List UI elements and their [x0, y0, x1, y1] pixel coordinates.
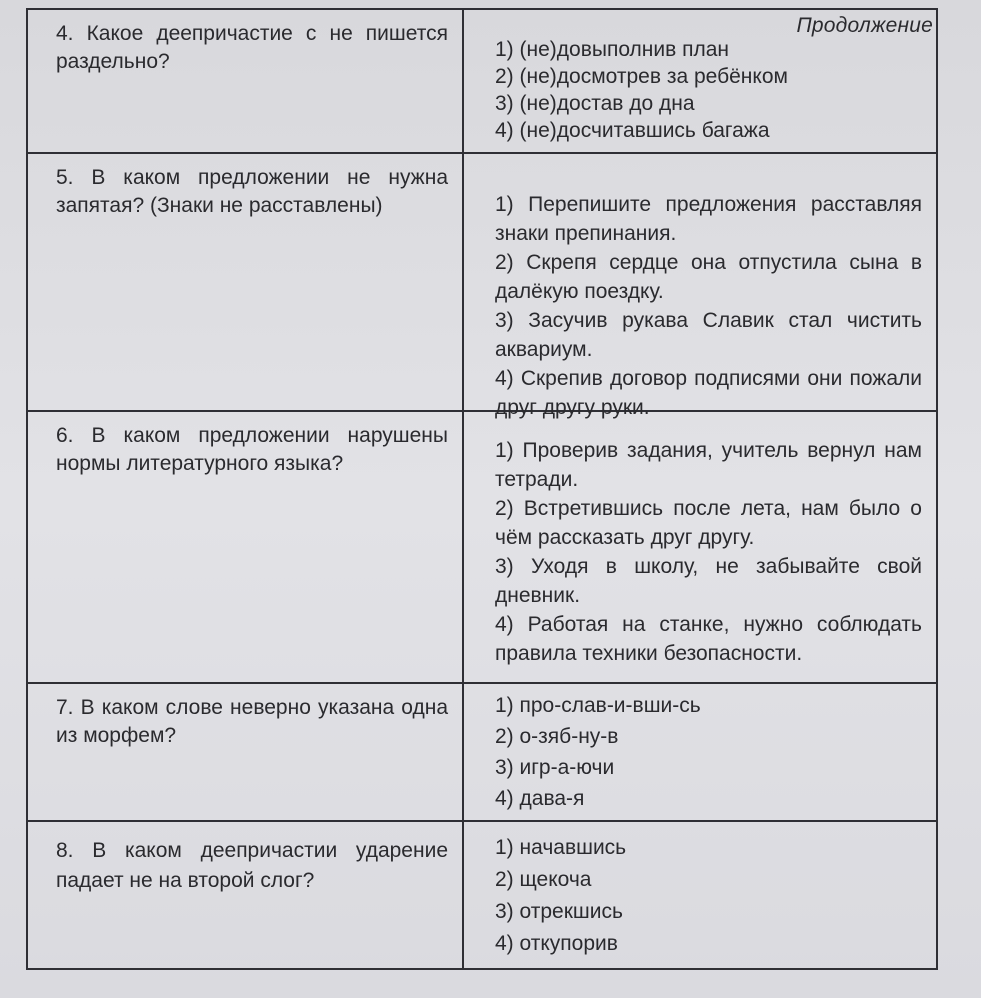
table-row-q4 — [28, 10, 936, 154]
table-row-q5 — [28, 154, 936, 419]
answer-options — [465, 154, 936, 419]
answer-option: 3) (не)достав до дна — [495, 92, 695, 115]
answer-option: 3) отрекшись — [495, 900, 623, 923]
question-text: 4. Какое деепричастие с не пишется раздельно? — [28, 10, 464, 152]
answer-options — [465, 412, 936, 682]
answer-option: 1) Проверив задания, учитель вернул нам тетради. — [495, 439, 922, 491]
answer-option: 3) игр-а-ючи — [495, 756, 615, 779]
continuation-label: Продолжение — [796, 14, 933, 37]
question-text: 6. В каком предложении нарушены нормы литературного языка? — [28, 412, 464, 682]
answer-option: 1) начавшись — [495, 836, 627, 859]
answer-option: 3) Уходя в школу, не забывайте свой дневник. — [495, 555, 922, 607]
answer-option: 4) Скрепив договор подписями они пожали друг другу руки. — [495, 367, 922, 419]
answer-option: 2) Встретившись после лета, нам было о чём рассказать друг другу. — [495, 497, 922, 549]
answer-option: 2) (не)досмотрев за ребёнком — [495, 65, 788, 88]
answer-option: 4) Работая на станке, нужно соблюдать правила техники безопасности. — [495, 613, 922, 665]
question-text: 8. В каком деепричастии ударение падает не на второй слог? — [28, 822, 464, 968]
table-row-q6 — [28, 412, 936, 684]
answer-option: 1) Перепишите предложения расставляя знаки препинания. — [495, 193, 922, 245]
answer-option: 2) щекоча — [495, 868, 592, 891]
question-text: 5. В каком предложении не нужна запятая? (Знаки не расставлены) — [28, 154, 464, 410]
table-row-q7 — [28, 684, 936, 822]
answer-options — [465, 684, 936, 820]
answer-option: 2) Скрепя сердце она отпустила сына в далёкую поездку. — [495, 251, 922, 303]
answer-option: 1) (не)довыполнив план — [495, 38, 730, 61]
answer-options — [465, 822, 936, 968]
question-text: 7. В каком слове неверно указана одна из морфем? — [28, 684, 464, 820]
answer-option: 3) Засучив рукава Славик стал чистить аквариум. — [495, 309, 922, 361]
answer-option: 4) (не)досчитавшись багажа — [495, 119, 770, 142]
answer-options — [465, 10, 936, 152]
table-row-q8 — [28, 822, 936, 968]
answer-option: 1) про-слав-и-вши-сь — [495, 694, 701, 717]
answer-option: 4) откупорив — [495, 932, 618, 955]
answer-option: 4) дава-я — [495, 787, 585, 810]
questions-table — [26, 8, 938, 970]
answer-option: 2) о-зяб-ну-в — [495, 725, 619, 748]
